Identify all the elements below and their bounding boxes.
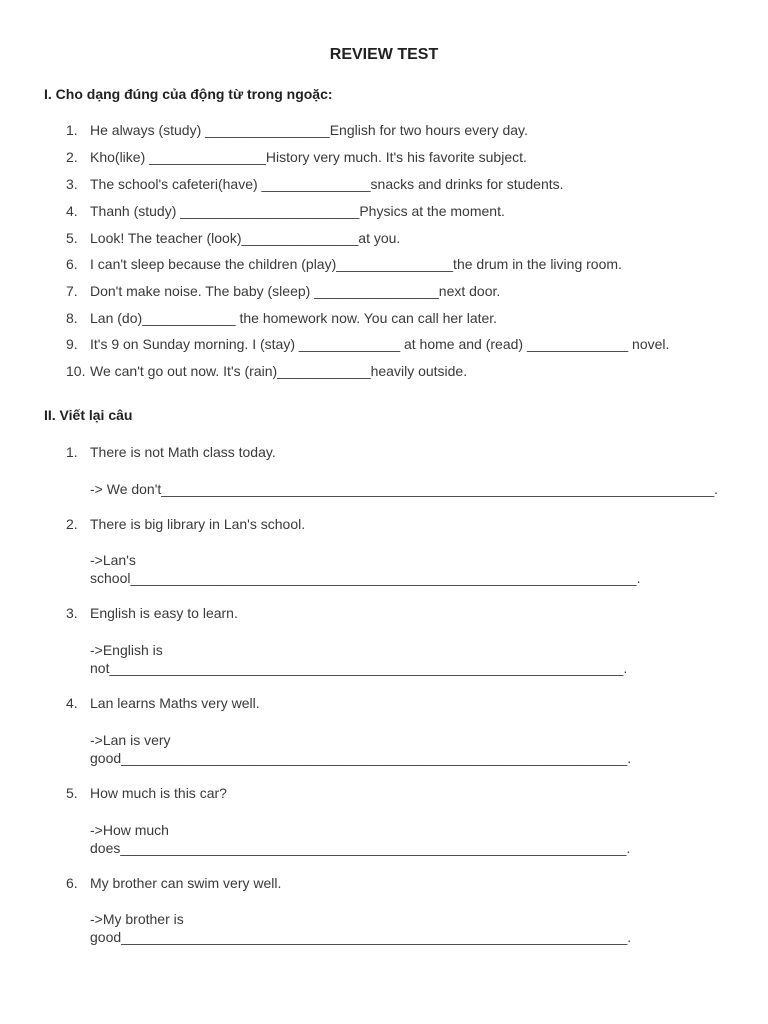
answer-prompt: ->Lan's [90, 552, 136, 568]
answer-blank: does_________________________________________________________________. [90, 840, 631, 856]
exercise-item [66, 230, 400, 246]
item-number: 3. [66, 605, 78, 621]
exercise-item [66, 283, 500, 299]
item-number: 4. [66, 695, 78, 711]
exercise-item [66, 149, 527, 165]
rewrite-item [66, 875, 281, 891]
exercise-item [66, 203, 505, 219]
item-number: 2. [66, 516, 78, 532]
page-title: REVIEW TEST [329, 46, 439, 63]
answer-prompt: ->Lan is very [90, 732, 171, 748]
item-text: It's 9 on Sunday morning. I (stay) _____________ at home and (read) _____________ novel. [90, 336, 670, 352]
rewrite-item [66, 444, 276, 460]
item-text: Kho(like) _______________History very much. It's his favorite subject. [90, 149, 527, 165]
rewrite-item [66, 695, 260, 711]
item-text: I can't sleep because the children (play)_______________the drum in the living room. [90, 256, 622, 272]
item-number: 6. [66, 256, 78, 272]
item-number: 1. [66, 444, 78, 460]
answer-prompt: -> We don't_______________________________________________________________________. [90, 481, 718, 497]
answer-line [90, 731, 631, 767]
rewrite-item [66, 605, 238, 621]
item-text: Lan (do)____________ the homework now. You can call her later. [90, 310, 498, 326]
exercise-item [66, 256, 622, 272]
item-text: We can't go out now. It's (rain)____________heavily outside. [90, 363, 468, 379]
exercise-item [66, 176, 564, 192]
item-text: Lan learns Maths very well. [90, 695, 260, 711]
item-number: 8. [66, 310, 78, 326]
item-number: 10. [66, 363, 86, 379]
item-text: My brother can swim very well. [90, 875, 282, 891]
answer-prompt: ->English is [90, 642, 163, 658]
item-text: He always (study) ________________English for two hours every day. [90, 122, 528, 138]
answer-blank: good_________________________________________________________________. [90, 750, 632, 766]
item-text: Don't make noise. The baby (sleep) ________________next door. [90, 283, 501, 299]
exercise-item [66, 310, 497, 326]
item-text: There is big library in Lan's school. [90, 516, 306, 532]
section-1-heading: I. Cho dạng đúng của động từ trong ngoặc: [44, 86, 333, 102]
item-number: 7. [66, 283, 78, 299]
item-number: 5. [66, 785, 78, 801]
item-number: 5. [66, 230, 78, 246]
item-number: 1. [66, 122, 78, 138]
answer-prompt: ->How much [90, 822, 169, 838]
answer-blank: not__________________________________________________________________. [90, 660, 628, 676]
answer-line [90, 910, 631, 946]
rewrite-item [66, 785, 227, 801]
item-text: How much is this car? [90, 785, 227, 801]
answer-line [90, 821, 630, 857]
answer-line [90, 551, 640, 587]
item-text: Look! The teacher (look)_______________at you. [90, 230, 401, 246]
item-text: English is easy to learn. [90, 605, 238, 621]
answer-line [90, 641, 627, 677]
item-number: 4. [66, 203, 78, 219]
answer-blank: good_________________________________________________________________. [90, 929, 632, 945]
exercise-item [66, 122, 528, 138]
item-text: The school's cafeteri(have) ______________snacks and drinks for students. [90, 176, 564, 192]
exercise-item [66, 336, 669, 352]
section-2-heading: II. Viết lại câu [44, 407, 133, 423]
item-number: 2. [66, 149, 78, 165]
item-number: 6. [66, 875, 78, 891]
item-text: Thanh (study) _______________________Physics at the moment. [90, 203, 505, 219]
answer-line [90, 480, 718, 498]
item-text: There is not Math class today. [90, 444, 276, 460]
item-number: 3. [66, 176, 78, 192]
exercise-item [66, 363, 467, 379]
answer-blank: school_________________________________________________________________. [90, 570, 641, 586]
item-number: 9. [66, 336, 78, 352]
answer-prompt: ->My brother is [90, 911, 184, 927]
rewrite-item [66, 516, 305, 532]
